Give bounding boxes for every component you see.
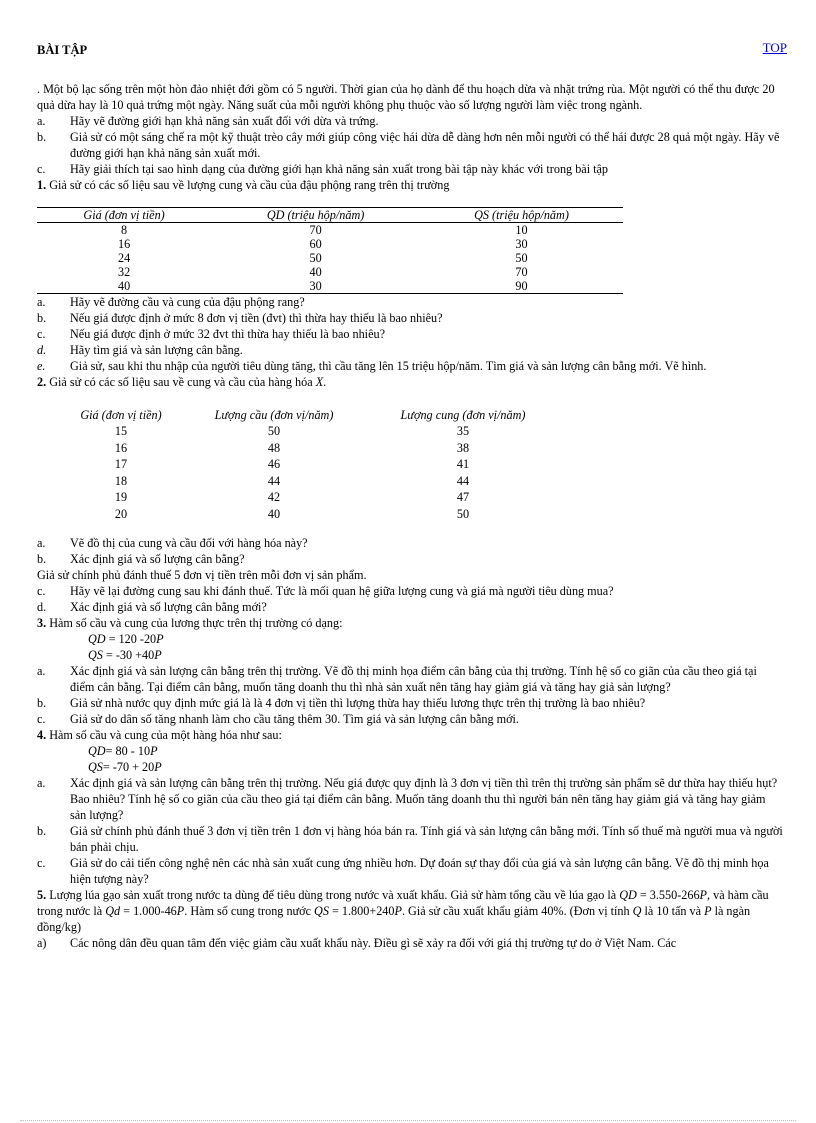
item-text: Hãy vẽ lại đường cung sau khi đánh thuế. Tức là mối quan hệ giữa lượng cung và giá mà người tiêu dùng mua? <box>70 584 614 598</box>
table-cell: 40 <box>117 279 131 293</box>
table-cell: 16 <box>114 440 128 455</box>
table-row <box>53 506 567 523</box>
question-5-text: Lượng lúa gạo sản xuất trong nước ta dùng để tiêu dùng trong nước và xuất khẩu. Giả sử hàm tổng cầu về lúa gạo là QD = 3.550-266P, và hàm cầu trong nước là Qd = 1.000-46P. Hàm số cung trong nước QS = 1.800+240P. Giả sử cầu xuất khẩu giảm 40%. (Đơn vị tính Q là 10 tấn và P là ngàn đồng/kg) <box>37 888 769 934</box>
q2-items-b-item <box>37 599 783 615</box>
table-cell: 17 <box>114 457 128 472</box>
table-cell: 18 <box>114 473 128 488</box>
item-label: e. <box>37 359 46 373</box>
question-5 <box>37 887 783 935</box>
intro-items-item <box>37 129 783 161</box>
q3-items-item <box>37 663 783 695</box>
question-4 <box>37 727 783 743</box>
table-cell: 48 <box>267 440 281 455</box>
item-label: d. <box>37 600 47 614</box>
item-text: Xác định giá và sản lượng cân bằng trên thị trường. Nếu giá được quy định là 3 đơn vị tiền thì trên thị trường sản phẩm sẽ dư thừa hay thiếu hụt? Bao nhiêu? Tính hệ số co giãn của cầu theo giá tại điểm cân bằng. Muốn tăng doanh thu thì người bán nên tăng hay giảm giá và tăng hay giảm sản lượng? <box>70 776 778 822</box>
question-5-number: 5. <box>37 888 47 902</box>
q1-items-item <box>37 342 783 358</box>
peanut-table <box>37 207 623 294</box>
table-row <box>53 456 567 473</box>
table-row <box>53 440 567 457</box>
table-cell: 44 <box>456 473 470 488</box>
item-text: Giả sử có một sáng chế ra một kỹ thuật trèo cây mới giúp công việc hái dừa dễ dàng hơn nên mỗi người có thể hái được 28 quả một ngày. Hãy vẽ đường giới hạn khả năng sản xuất mới. <box>70 130 780 160</box>
q4-items-item <box>37 855 783 887</box>
top-link[interactable]: TOP <box>762 40 787 55</box>
question-3-items <box>37 663 783 727</box>
question-4-number: 4. <box>37 728 47 742</box>
peanut-table-header <box>37 208 623 223</box>
table-cell: 24 <box>117 251 131 265</box>
q1-items-item <box>37 358 783 374</box>
item-text: Hãy vẽ đường cầu và cung của đậu phộng rang? <box>70 295 305 309</box>
question-4-text: Hàm số cầu và cung của một hàng hóa như sau: <box>49 728 282 742</box>
item-label: c. <box>37 856 46 870</box>
question-2-items-b <box>37 583 783 615</box>
table-cell: 70 <box>309 223 322 237</box>
question-2-items-a <box>37 535 783 567</box>
intro-items <box>37 113 783 177</box>
table-cell: 30 <box>309 279 322 293</box>
item-label: b. <box>37 130 47 144</box>
table-header-cell: Lượng cung (đơn vị/năm) <box>400 407 526 422</box>
table-cell: 35 <box>456 424 470 439</box>
item-label: c. <box>37 327 46 341</box>
q1-items-item <box>37 326 783 342</box>
table-cell: 41 <box>456 457 470 472</box>
table-cell: 30 <box>515 237 528 251</box>
item-label: c. <box>37 584 46 598</box>
table-cell: 10 <box>515 223 528 237</box>
q4-items-item <box>37 775 783 823</box>
item-label: d. <box>37 343 47 357</box>
item-text: Các nông dân đều quan tâm đến việc giảm cầu xuất khẩu này. Điều gì sẽ xảy ra đối với giá thị trường tự do ở Việt Nam. Các <box>70 936 677 950</box>
table-row <box>37 279 623 294</box>
item-label: a. <box>37 114 46 128</box>
goods-x-table <box>53 406 567 522</box>
table-header-cell: QS (triệu hộp/năm) <box>420 208 623 223</box>
intro-paragraph: . Một bộ lạc sống trên một hòn đảo nhiệt đới gồm có 5 người. Thời gian của họ dành để thu hoạch dừa và nhặt trứng rùa. Một người có thể thu được 20 quả dừa hay là 10 quả trứng một ngày. Năng suất của mỗi người không phụ thuộc vào số lượng người làm việc trong ngành. <box>37 82 775 112</box>
item-label: b. <box>37 824 47 838</box>
question-2-number: 2. <box>37 375 47 389</box>
item-label: b. <box>37 696 47 710</box>
question-1-items <box>37 294 783 374</box>
table-cell: 50 <box>309 251 322 265</box>
goods-x-table-header <box>53 406 567 423</box>
item-text: Nếu giá được định ở mức 8 đơn vị tiền (đvt) thì thừa hay thiếu là bao nhiêu? <box>70 311 443 325</box>
table-row <box>53 489 567 506</box>
question-1-number: 1. <box>37 178 47 192</box>
q1-items-item <box>37 310 783 326</box>
table-cell: 70 <box>515 265 528 279</box>
item-text: Hãy tìm giá và sản lượng cân bằng. <box>70 343 243 357</box>
document-page <box>37 40 787 951</box>
item-text: Giả sử, sau khi thu nhập của người tiêu dùng tăng, thì cầu tăng lên 15 triệu hộp/năm. Tìm giá và sản lượng cân bằng mới. Vẽ hình. <box>70 359 707 373</box>
q3-items-item <box>37 711 783 727</box>
question-3-text: Hàm số cầu và cung của lương thực trên thị trường có dạng: <box>49 616 343 630</box>
table-cell: 15 <box>114 424 128 439</box>
table-cell: 47 <box>456 490 470 505</box>
question-5-items <box>37 935 783 951</box>
item-text: Giả sử chính phủ đánh thuế 3 đơn vị tiền trên 1 đơn vị hàng hóa bán ra. Tính giá và sản lượng cân bằng mới. Tính số thuế mà người mua và người bán phải chịu. <box>70 824 783 854</box>
item-label: b. <box>37 311 47 325</box>
question-3 <box>37 615 783 631</box>
q2-items-b-item <box>37 583 783 599</box>
item-text: Hãy vẽ đường giới hạn khả năng sản xuất đối với dừa và trứng. <box>70 114 379 128</box>
table-header-cell: Lượng cầu (đơn vị/năm) <box>214 407 334 422</box>
table-cell: 60 <box>309 237 322 251</box>
item-label: a) <box>37 936 47 950</box>
table-header-cell: Giá (đơn vị tiền) <box>37 208 211 223</box>
item-text: Giả sử nhà nước quy định mức giá là là 4 đơn vị tiền thì lượng thừa hay thiếu lương thực trên thị trường là bao nhiêu? <box>70 696 646 710</box>
q2-items-a-item <box>37 535 783 551</box>
table-cell: 20 <box>114 506 128 521</box>
table-cell: 46 <box>267 457 281 472</box>
question-4-supply-equation: QS= -70 + 20P <box>88 760 162 774</box>
table-row <box>53 473 567 490</box>
item-label: b. <box>37 552 47 566</box>
question-4-items <box>37 775 783 887</box>
table-cell: 50 <box>456 506 470 521</box>
page-title: BÀI TẬP <box>37 43 88 57</box>
table-cell: 40 <box>267 506 281 521</box>
item-label: a. <box>37 536 46 550</box>
item-text: Hãy giải thích tại sao hình dạng của đường giới hạn khả năng sản xuất trong bài tập này khác với trong bài tập <box>70 162 609 176</box>
question-2 <box>37 374 783 390</box>
table-cell: 44 <box>267 473 281 488</box>
question-1 <box>37 177 783 193</box>
table-cell: 16 <box>117 237 131 251</box>
table-header-cell: QD (triệu hộp/năm) <box>211 208 420 223</box>
table-cell: 8 <box>121 223 128 237</box>
table-row <box>53 423 567 440</box>
table-header-cell: Giá (đơn vị tiền) <box>80 407 162 422</box>
q1-items-item <box>37 294 783 310</box>
question-2-text: Giả sử có các số liệu sau về cung và cầu của hàng hóa X. <box>49 375 327 389</box>
table-cell: 50 <box>515 251 528 265</box>
item-label: a. <box>37 776 46 790</box>
table-cell: 42 <box>267 490 281 505</box>
question-3-number: 3. <box>37 616 47 630</box>
item-text: Vẽ đồ thị của cung và cầu đối với hàng hóa này? <box>70 536 308 550</box>
question-3-supply-equation: QS = -30 +40P <box>88 648 162 662</box>
item-text: Giả sử do dân số tăng nhanh làm cho cầu tăng thêm 30. Tìm giá và sản lượng cân bằng mới. <box>70 712 519 726</box>
table-cell: 50 <box>267 424 281 439</box>
q2-items-a-item <box>37 551 783 567</box>
table-row <box>37 223 623 238</box>
table-cell: 38 <box>456 440 470 455</box>
question-4-demand-equation: QD= 80 - 10P <box>88 744 158 758</box>
item-text: Xác định giá và số lượng cân bằng mới? <box>70 600 267 614</box>
table-cell: 90 <box>515 279 528 293</box>
table-row <box>37 251 623 265</box>
item-text: Xác định giá và sản lượng cân bằng trên thị trường. Vẽ đồ thị minh họa điểm cân bằng của thị trường. Tính hệ số co giãn của cầu theo giá tại điểm cân bằng. Tại điểm cân bằng, muốn tăng doanh thu thì nhà sản xuất nên tăng hay giảm giá và tăng hay giả sản lượng? <box>70 664 757 694</box>
table-row <box>37 265 623 279</box>
q4-items-item <box>37 823 783 855</box>
item-label: c. <box>37 162 46 176</box>
page-bottom-divider <box>20 1120 796 1121</box>
item-text: Nếu giá được định ở mức 32 đvt thì thừa hay thiếu là bao nhiêu? <box>70 327 385 341</box>
page-header <box>37 40 787 62</box>
item-label: a. <box>37 295 46 309</box>
question-3-demand-equation: QD = 120 -20P <box>88 632 164 646</box>
intro-items-item <box>37 113 783 129</box>
item-label: c. <box>37 712 46 726</box>
q5-items-item <box>37 935 783 951</box>
table-cell: 19 <box>114 490 128 505</box>
item-label: a. <box>37 664 46 678</box>
table-cell: 32 <box>117 265 131 279</box>
question-2-tax-note: Giả sử chính phủ đánh thuế 5 đơn vị tiền trên mỗi đơn vị sản phẩm. <box>37 568 367 582</box>
question-1-text: Giả sử có các số liệu sau về lượng cung và cầu của đậu phộng rang trên thị trường <box>49 178 450 192</box>
q3-items-item <box>37 695 783 711</box>
table-cell: 40 <box>309 265 322 279</box>
table-row <box>37 237 623 251</box>
item-text: Giả sử do cải tiến công nghệ nên các nhà sản xuất cung ứng nhiều hơn. Dự đoán sự thay đổi của giá và sản lượng cân bằng. Vẽ đồ thị minh họa hiện tượng này? <box>70 856 769 886</box>
intro-items-item <box>37 161 783 177</box>
item-text: Xác định giá và số lượng cân bằng? <box>70 552 245 566</box>
